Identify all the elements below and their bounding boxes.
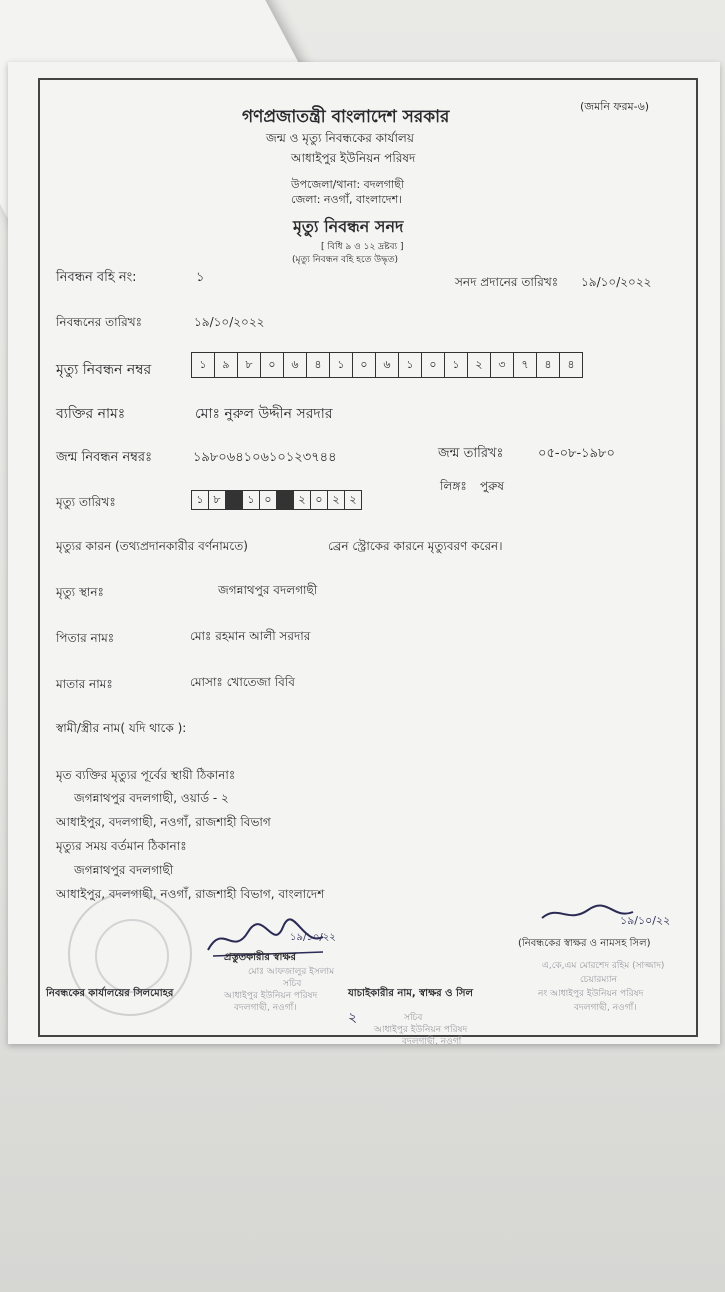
reg-no-digit: ১	[399, 353, 422, 377]
rule-reference: [ বিধি ৯ ও ১২ দ্রষ্টব্য ]	[321, 242, 404, 252]
perm-address-line1: জগন্নাথপুর বদলগাছী, ওয়ার্ড - ২	[74, 791, 229, 805]
death-date-digit: ০	[260, 491, 277, 509]
upazila: উপজেলা/থানা: বদলগাছী	[291, 178, 404, 191]
date-separator-cell	[277, 491, 294, 509]
registrar-signature-date: ১৯/১০/২২	[620, 914, 671, 927]
death-date-grid	[191, 490, 362, 510]
preparer-stamp-office: আধাইপুর ইউনিয়ন পরিষদ	[224, 991, 318, 1001]
reg-date: ১৯/১০/২০২২	[194, 315, 265, 329]
verifier-stamp-address: বদলগাছী, নওগাঁ	[402, 1037, 462, 1047]
death-certificate	[8, 62, 720, 1047]
registrar-sig-label: (নিবন্ধকের স্বাক্ষর ও নামসহ সিল)	[518, 938, 651, 949]
gender-label: লিঙ্গঃ	[440, 479, 467, 493]
country-title: গণপ্রজাতন্ত্রী বাংলাদেশ সরকার	[242, 107, 450, 127]
cause-label: মৃত্যুর কারন (তথ্যপ্রদানকারীর বর্ণনামতে)	[56, 539, 248, 553]
mother-name: মোসাঃ খোতেজা বিবি	[190, 675, 295, 689]
death-date-digit: ০	[311, 491, 328, 509]
preparer-signature-date: ১৯/১০/২২	[290, 932, 336, 943]
reg-no-label: মৃত্যু নিবন্ধন নম্বর	[56, 362, 152, 378]
issue-date-label: সনদ প্রদানের তারিখঃ	[455, 275, 559, 289]
reg-no-digit: ২	[468, 353, 491, 377]
reg-no-grid	[191, 352, 583, 378]
verifier-signature: ২	[348, 1010, 358, 1026]
death-date-digit: ২	[349, 492, 357, 506]
reg-date-label: নিবন্ধনের তারিখঃ	[56, 315, 142, 329]
death-place-label: মৃত্যু স্থানঃ	[56, 585, 104, 599]
reg-no-digit: ৬	[284, 353, 307, 377]
registrar-stamp-office: নং আধাইপুর ইউনিয়ন পরিষদ	[538, 989, 644, 999]
certificate-title: মৃত্যু নিবন্ধন সনদ	[293, 217, 404, 236]
registrar-stamp-title: চেয়ারম্যান	[580, 975, 617, 985]
preparer-sig-label: প্রস্তুতকারীর স্বাক্ষর	[224, 952, 296, 963]
perm-address-line2: আধাইপুর, বদলগাছী, নওগাঁ, রাজশাহী বিভাগ	[56, 815, 271, 829]
father-label: পিতার নামঃ	[56, 631, 115, 645]
father-name: মোঃ রহমান আলী সরদার	[190, 629, 311, 643]
death-date-digit: ২	[328, 491, 345, 509]
reg-no-digit: ০	[261, 353, 284, 377]
office-seal-label: নিবন্ধকের কার্যালয়ের সিলমোহর	[46, 988, 174, 999]
verifier-stamp-title: সচিব	[404, 1013, 423, 1023]
reg-no-digit: ১	[192, 353, 215, 377]
cause: ব্রেন স্ট্রোকের কারনে মৃত্যুবরণ করেন।	[328, 539, 503, 553]
reg-no-digit: ০	[353, 353, 376, 377]
gender: পুরুষ	[480, 479, 504, 493]
present-address-line1: জগন্নাথপুর বদলগাছী	[74, 863, 174, 877]
reg-no-digit: ৮	[238, 353, 261, 377]
birth-reg-no: ১৯৮০৬৪১০৬১০১২৩৭৪৪	[193, 450, 337, 465]
preparer-stamp-name: মোঃ আফজালুর ইসলাম	[248, 967, 335, 977]
book-no: ১	[196, 270, 205, 285]
union-name: আধাইপুর ইউনিয়ন পরিষদ	[291, 151, 416, 165]
registrar-stamp-address: বদলগাছী, নওগাঁ।	[574, 1003, 637, 1013]
reg-no-digit: ৯	[215, 353, 238, 377]
present-address-line2: আধাইপুর, বদলগাছী, নওগাঁ, রাজশাহী বিভাগ, বাংলাদেশ	[56, 887, 325, 901]
spouse-label: স্বামী/স্ত্রীর নাম( যদি থাকে ):	[56, 721, 187, 735]
reg-no-digit: ৭	[514, 353, 537, 377]
issue-date: ১৯/১০/২০২২	[581, 275, 652, 289]
death-date-label: মৃত্যু তারিখঃ	[56, 495, 116, 509]
name-label: ব্যক্তির নামঃ	[56, 406, 126, 422]
person-name: মোঃ নুরুল উদ্দীন সরদার	[195, 406, 333, 422]
death-place: জগন্নাথপুর বদলগাছী	[218, 583, 318, 597]
birth-date-label: জন্ম তারিখঃ	[438, 446, 504, 461]
perm-address-label: মৃত ব্যক্তির মৃত্যুর পূর্বের স্থায়ী ঠিকানাঃ	[56, 768, 236, 782]
preparer-stamp-title: সচিব	[283, 979, 302, 989]
death-date-digit: ২	[294, 491, 311, 509]
book-no-label: নিবন্ধন বহি নং:	[56, 270, 137, 285]
office-name: জন্ম ও মৃত্যু নিবন্ধকের কার্যালয়	[266, 131, 414, 145]
reg-no-digit: ৩	[491, 353, 514, 377]
registrar-stamp-name: এ,কে,এম মোরশেদ রহিম (সাজ্জাদ)	[542, 961, 665, 971]
death-date-digit: ১	[192, 491, 209, 509]
reg-no-digit: ১	[445, 353, 468, 377]
preparer-stamp-address: বদলগাছী, নওগাঁ।	[234, 1003, 297, 1013]
mother-label: মাতার নামঃ	[56, 677, 113, 691]
reg-no-digit: ১	[330, 353, 353, 377]
verifier-label: যাচাইকারীর নাম, স্বাক্ষর ও সিল	[348, 988, 473, 999]
form-number: (জমনি ফরম-৬)	[580, 100, 650, 113]
reg-no-digit: ৬	[376, 353, 399, 377]
death-date-digit: ১	[243, 491, 260, 509]
birth-reg-label: জন্ম নিবন্ধন নম্বরঃ	[56, 450, 153, 465]
death-date-digit: ৮	[209, 491, 226, 509]
reg-no-digit: ৪	[307, 353, 330, 377]
birth-date: ০৫-০৮-১৯৮০	[538, 446, 615, 461]
district: জেলা: নওগাঁ, বাংলাদেশ।	[291, 193, 403, 206]
reg-no-digit: ৪	[567, 357, 575, 371]
reg-no-digit: ০	[422, 353, 445, 377]
verifier-stamp-office: আধাইপুর ইউনিয়ন পরিষদ	[374, 1025, 468, 1035]
date-separator-cell	[226, 491, 243, 509]
extract-note: (মৃত্যু নিবন্ধন বহি হতে উদ্ধৃত)	[292, 255, 399, 265]
reg-no-digit: ৪	[537, 353, 560, 377]
present-address-label: মৃত্যুর সময় বর্তমান ঠিকানাঃ	[56, 839, 187, 853]
